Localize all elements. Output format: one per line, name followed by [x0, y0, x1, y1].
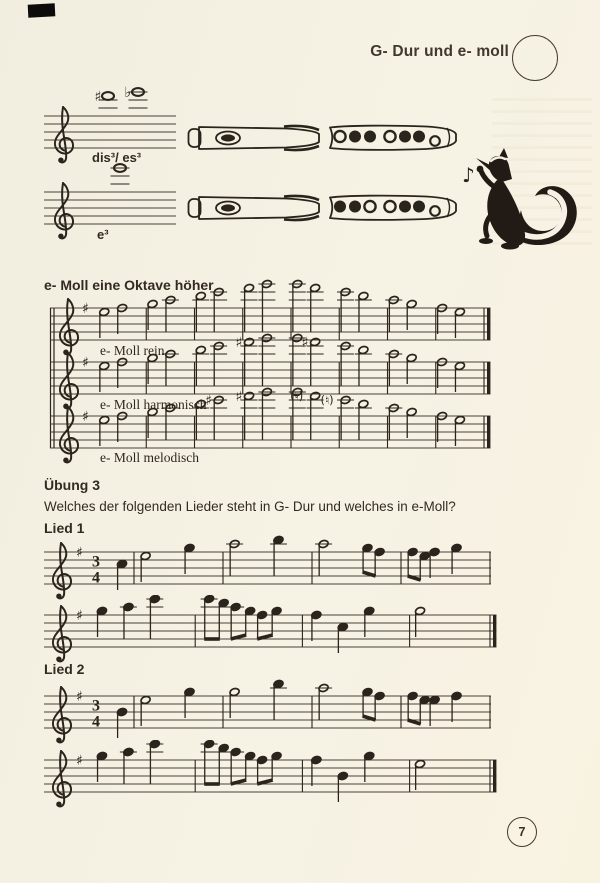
- song-label-lied-2: Lied 2: [44, 661, 85, 677]
- exercise-heading: Übung 3: [44, 477, 100, 493]
- svg-text:♯: ♯: [82, 301, 89, 317]
- scales-heading: e- Moll eine Oktave höher: [44, 277, 214, 293]
- note-name-label-e3: e³: [97, 227, 109, 242]
- recorder-fingering-e3: [186, 182, 462, 234]
- svg-text:3: 3: [92, 697, 100, 715]
- exercise-question: Welches der folgenden Lieder steht in G- Dur und welches in e-Moll?: [44, 499, 456, 514]
- scale-label-harmonisch: e- Moll harmonisch: [100, 397, 207, 412]
- svg-text:♯: ♯: [82, 355, 89, 371]
- song-label-lied-1: Lied 1: [44, 520, 85, 536]
- pitch-staff-e3: [40, 156, 210, 248]
- svg-text:♯: ♯: [235, 335, 243, 351]
- svg-text:4: 4: [92, 569, 100, 587]
- svg-text:♯: ♯: [76, 753, 83, 769]
- svg-text:(♮): (♮): [290, 389, 304, 403]
- page-number-badge: [507, 817, 537, 847]
- svg-text:♯: ♯: [76, 608, 83, 624]
- svg-text:♯: ♯: [235, 389, 243, 405]
- lied-1-staff-line-2: [40, 595, 510, 663]
- header-circle: [512, 35, 558, 81]
- svg-text:(♮): (♮): [320, 393, 334, 407]
- note-name-label-dis-es: dis³/ es³: [92, 150, 142, 165]
- skunk-illustration: [450, 146, 592, 254]
- svg-text:♯: ♯: [301, 335, 309, 351]
- svg-text:♭: ♭: [124, 85, 132, 101]
- lied-2-staff-line-1: [40, 676, 510, 744]
- lied-1-staff-line-1: [40, 532, 510, 600]
- recorder-fingering-dis-es: [186, 112, 462, 164]
- scale-label-rein: e- Moll rein: [100, 343, 165, 358]
- svg-text:♯: ♯: [82, 409, 89, 425]
- scan-corner-artifact: [28, 3, 56, 17]
- svg-text:♯: ♯: [205, 393, 212, 409]
- svg-text:♯: ♯: [76, 545, 83, 561]
- svg-text:♪: ♪: [462, 163, 475, 187]
- svg-text:♯: ♯: [76, 689, 83, 705]
- svg-text:3: 3: [92, 553, 100, 571]
- scale-label-melodisch: e- Moll melodisch: [100, 450, 199, 465]
- scale-system-staves: [40, 270, 500, 474]
- lied-2-staff-line-2: [40, 740, 510, 808]
- page-number: 7: [518, 825, 526, 839]
- svg-text:♯: ♯: [94, 89, 102, 105]
- page-title: G- Dur und e- moll: [370, 43, 509, 60]
- svg-text:4: 4: [92, 713, 100, 731]
